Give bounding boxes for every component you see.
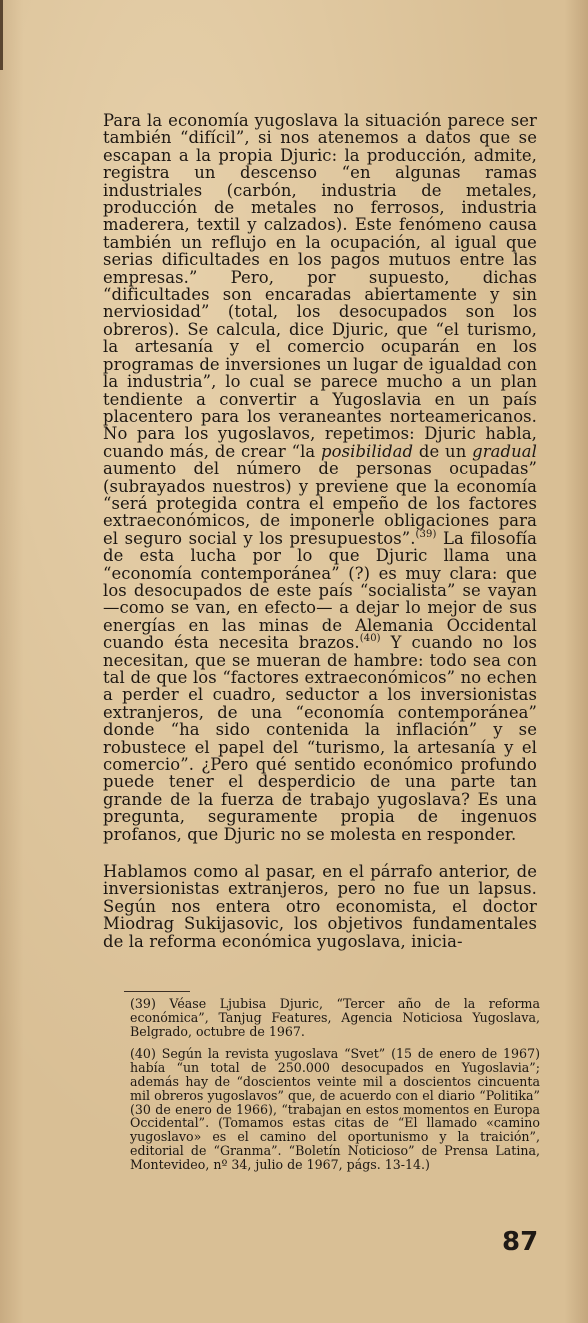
footnotes — [130, 997, 540, 1181]
emphasis-posibilidad: posibilidad — [321, 441, 414, 461]
paragraph-1-part-b: de un — [413, 441, 473, 461]
paragraph-2: Hablamos como al pasar, en el párrafo anterior, de inversionistas extranjeros, pero no fue un lapsus. Según nos entera otro economista, el doctor Miodrag Sukijasovic, los objetivos fundamentales de la reforma económica yugoslava, inicia- — [103, 862, 537, 951]
paragraph-1 — [103, 112, 537, 843]
footnote-divider — [124, 991, 190, 992]
footnote-40: (40) Según la revista yugoslava “Svet” (15 de enero de 1967) había “un total de 250.000 desocupados en Yugoslavia”; además hay de “doscientos veinte mil a doscientos cincuenta mil obreros yugoslavos” que, de acuerdo con el diario “Politika” (30 de enero de 1966), “trabajan en estos momentos en Europa Occidental”. (Tomamos estas citas de “El llamado «camino yugoslavo» es el camino del oportunismo y la traición”, editorial de “Granma”. “Boletín Noticioso” de Prensa Latina, Montevideo, nº 34, julio de 1967, págs. 13-14.) — [130, 1046, 540, 1172]
paragraph-1-part-d: La filosofía de esta lucha por lo que Djuric llama una “economía contemporánea” (?) es muy clara: que los desocupados de este país “socialista” se vayan —como se van, en efecto— a dejar lo mejor de sus energías en las minas de Alemania Occidental cuando ésta necesita brazos. — [103, 528, 537, 653]
paragraph-1-part-a: Para la economía yugoslava la situación parece ser también “difícil”, si nos atenemos a datos que se escapan a la propia Djuric: la producción, admite, registra un descenso “en algunas ramas industriales (carbón, industria de metales, producción de metales no ferrosos, industria maderera, textil y calzados). Este fenómeno causa también un reflujo en la ocupación, al igual que serias dificultades en los pagos mutuos entre las empresas.” Pero, por supuesto, dichas “dificultades son encaradas abiertamente y sin nerviosidad” (total, los desocupados son los obreros). Se calcula, dice Djuric, que “el turismo, la artesanía y el comercio ocuparán en los programas de inversiones un lugar de igualdad con la industria”, lo cual se parece mucho a un plan tendiente a convertir a Yugoslavia en un país placentero para los veraneantes norteamericanos. No para los yugoslavos, repetimos: Djuric habla, cuando más, de crear “la — [103, 111, 537, 461]
footnote-ref-39: (39) — [415, 528, 437, 540]
footnote-ref-40: (40) — [359, 633, 381, 645]
emphasis-gradual: gradual — [472, 441, 537, 461]
footnote-39: (39) Véase Ljubisa Djuric, “Tercer año de la reforma económica”, Tanjug Features, Agencia Noticiosa Yugoslava, Belgrado, octubre de 1967. — [130, 996, 540, 1039]
paragraph-1-part-e: Y cuando no los necesitan, que se mueran de hambre: todo sea con tal de que los “factores extraeconómicos” no echen a perder el cuadro, seductor a los inversionistas extranjeros, de una “economía contemporánea” donde “ha sido contenida la inflación” y se robustece el papel del “turismo, la artesanía y el comercio”. ¿Pero qué sentido económico profundo puede tener el desperdicio de una parte tan grande de la fuerza de trabajo yugoslava? Es una pregunta, seguramente propia de ingenuos profanos, que Djuric no se molesta en responder. — [103, 633, 537, 844]
page-edge-shadow — [0, 0, 3, 70]
body-text — [103, 112, 537, 970]
paragraph-1-part-c: aumento del número de personas ocupadas” (subrayados nuestros) y previene que la economía “será protegida contra el empeño de los factores extraeconómicos, de imponerle obligaciones para el seguro social y los presupuestos”. — [103, 459, 537, 548]
page-number: 87 — [502, 1227, 539, 1257]
